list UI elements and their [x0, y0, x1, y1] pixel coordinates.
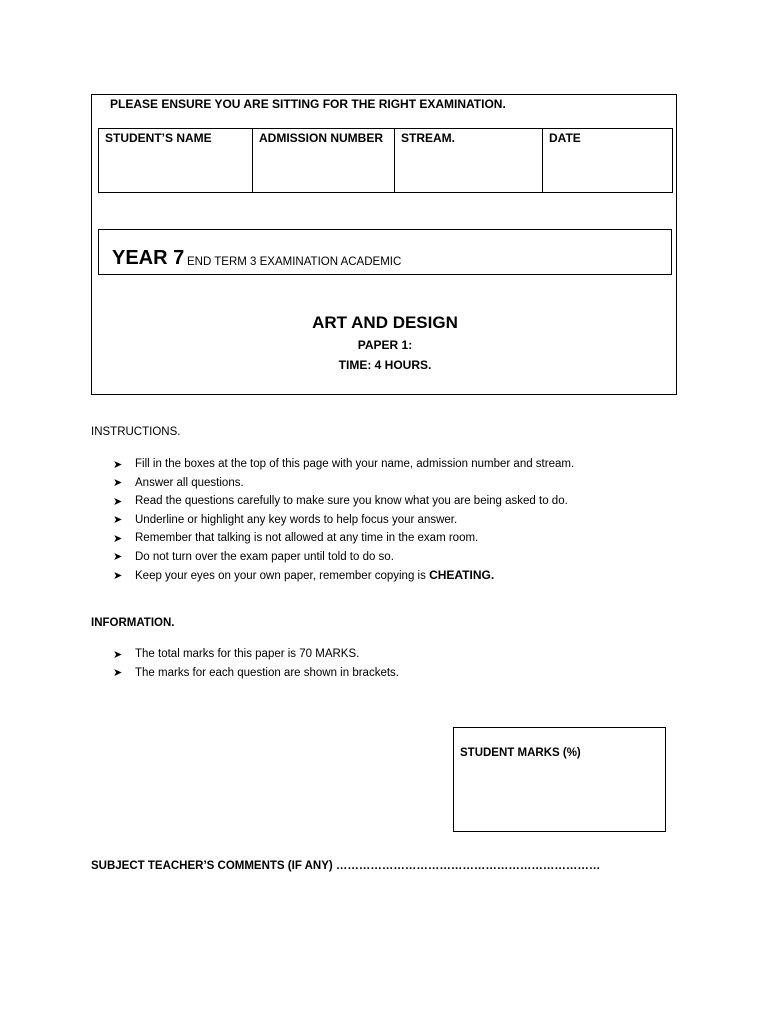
arrowhead-bullet-icon: ➤ [113, 514, 123, 527]
arrowhead-bullet-icon: ➤ [113, 495, 123, 508]
information-text: The total marks for this paper is 70 MARKS. [135, 648, 360, 661]
student-marks-label: STUDENT MARKS (%) [460, 747, 581, 759]
teacher-comments-line: SUBJECT TEACHER’S COMMENTS (IF ANY) …………………………………………………………… [91, 860, 601, 872]
instruction-text [135, 568, 494, 582]
instruction-item [113, 474, 574, 493]
information-text: The marks for each question are shown in brackets. [135, 666, 399, 679]
year-label: YEAR 7 [112, 247, 185, 269]
instruction-item [113, 455, 574, 474]
instruction-text: Do not turn over the exam paper until told to do so. [135, 550, 394, 563]
instruction-text: Remember that talking is not allowed at any time in the exam room. [135, 532, 479, 545]
information-item [113, 645, 399, 664]
ensure-notice: PLEASE ENSURE YOU ARE SITTING FOR THE RIGHT EXAMINATION. [110, 97, 506, 111]
stream-field[interactable]: STREAM. [395, 129, 543, 193]
instruction-item [113, 566, 574, 585]
arrowhead-bullet-icon: ➤ [113, 569, 123, 582]
arrowhead-bullet-icon: ➤ [113, 477, 123, 490]
exam-duration: TIME: 4 HOURS. [338, 358, 432, 372]
instruction-text: Read the questions carefully to make sure you know what you are being asked to do. [135, 495, 568, 508]
instruction-text: Fill in the boxes at the top of this page with your name, admission number and stream. [135, 458, 575, 471]
instruction-last-text: Keep your eyes on your own paper, remember copying is [135, 570, 430, 583]
instruction-item [113, 511, 574, 530]
arrowhead-bullet-icon: ➤ [113, 551, 123, 564]
student-info-row [99, 129, 673, 193]
year-box [98, 229, 672, 275]
admission-number-field[interactable]: ADMISSION NUMBER [253, 129, 395, 193]
instruction-text: Answer all questions. [135, 476, 244, 489]
exam-name: END TERM 3 EXAMINATION ACADEMIC [187, 256, 402, 268]
paper-number: PAPER 1: [357, 338, 413, 352]
information-item [113, 664, 399, 683]
instructions-list [113, 455, 574, 585]
student-marks-box[interactable] [453, 727, 666, 832]
arrowhead-bullet-icon: ➤ [113, 532, 123, 545]
exam-header-box [91, 94, 677, 395]
student-name-field[interactable]: STUDENT’S NAME [99, 129, 253, 193]
student-info-table [98, 128, 673, 193]
arrowhead-bullet-icon: ➤ [113, 667, 123, 680]
instruction-item [113, 492, 574, 511]
subject-title: ART AND DESIGN [312, 313, 458, 332]
cheating-emphasis: CHEATING. [429, 568, 495, 583]
instruction-item [113, 548, 574, 567]
arrowhead-bullet-icon: ➤ [113, 648, 123, 661]
date-field[interactable]: DATE [543, 129, 673, 193]
arrowhead-bullet-icon: ➤ [113, 458, 123, 471]
information-list [113, 645, 399, 682]
information-heading: INFORMATION. [91, 617, 175, 629]
instruction-item [113, 529, 574, 548]
instructions-heading: INSTRUCTIONS. [91, 426, 181, 438]
instruction-text: Underline or highlight any key words to help focus your answer. [135, 513, 458, 526]
